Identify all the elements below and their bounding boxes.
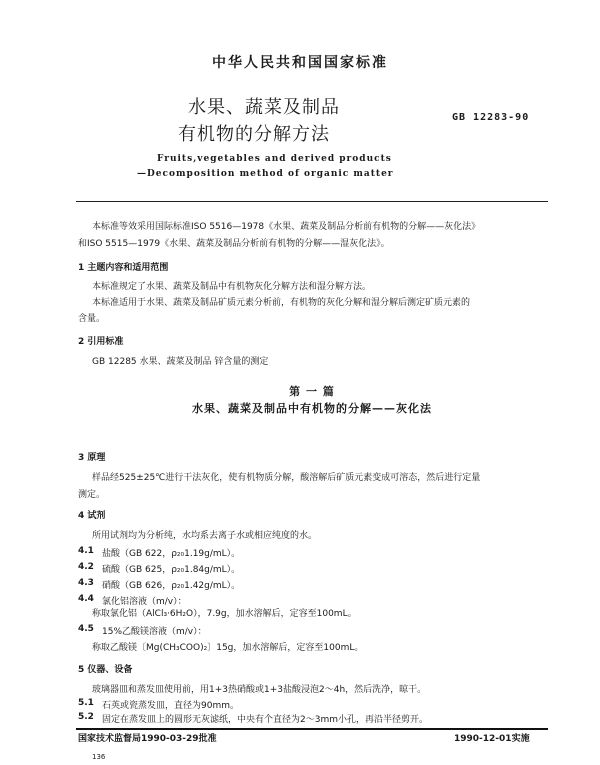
item-4-4-detail: 称取氯化铝（AlCl₃·6H₂O），7.9g，加水溶解后，定容至100mL。 xyxy=(92,609,357,619)
page-number: 136 xyxy=(92,753,106,761)
item-5-1-text: 石英或瓷蒸发皿，直径为90mm。 xyxy=(102,701,239,711)
item-4-2-text: 硫酸（GB 625，ρ₂₀1.84g/mL）。 xyxy=(102,565,241,575)
section-3-line1: 样品经525±25℃进行干法灰化，使有机物质分解，酸溶解后矿质元素变成可溶态，然后进行定量 xyxy=(92,473,481,483)
section-3-line2: 测定。 xyxy=(78,490,106,500)
item-4-5-text: 15%乙酸镁溶液（m/v）： xyxy=(102,627,207,637)
section-1-p1: 本标准规定了水果、蔬菜及制品中有机物灰化分解方法和湿分解方法。 xyxy=(92,282,372,292)
item-5-1-num: 5.1 xyxy=(78,698,94,708)
part-label: 第 一 篇 xyxy=(289,385,335,398)
title-en-line1: Fruits,vegetables and derived products xyxy=(157,154,392,164)
item-4-1-text: 盐酸（GB 622，ρ₂₀1.19g/mL）。 xyxy=(102,549,241,559)
standard-code: GB 12283-90 xyxy=(452,112,530,123)
item-4-3-num: 4.3 xyxy=(78,578,94,588)
item-4-4-text: 氯化铝溶液（m/v）： xyxy=(102,597,187,607)
implementation-date: 1990-12-01实施 xyxy=(454,734,530,744)
item-5-2-text: 固定在蒸发皿上的圆形无灰滤纸，中央有个直径为2～3mm小孔，再沿半径剪开。 xyxy=(102,715,428,725)
section-1-p2-line1: 本标准适用于水果、蔬菜及制品矿质元素分析前，有机物的灰化分解和湿分解后测定矿质元素的 xyxy=(92,298,471,308)
item-4-2-num: 4.2 xyxy=(78,562,94,572)
title-cn-line2: 有机物的分解方法 xyxy=(178,124,330,145)
section-5-intro: 玻璃器皿和蒸发皿使用前，用1+3热硝酸或1+3盐酸浸泡2～4h，然后洗净，晾干。 xyxy=(92,685,427,695)
section-4-heading: 4 试剂 xyxy=(78,511,106,521)
item-4-4-num: 4.4 xyxy=(78,594,94,604)
title-cn-line1: 水果、蔬菜及制品 xyxy=(188,97,340,118)
national-standard-heading: 中华人民共和国国家标准 xyxy=(212,55,388,71)
item-4-5-num: 4.5 xyxy=(78,624,94,634)
intro-line1: 本标准等效采用国际标准ISO 5516—1978《水果、蔬菜及制品分析前有机物的分解——灰化法》 xyxy=(92,222,481,232)
item-5-2-num: 5.2 xyxy=(78,712,94,722)
section-4-intro: 所用试剂均为分析纯，水均系去离子水或相应纯度的水。 xyxy=(92,531,318,541)
section-5-heading: 5 仪器、设备 xyxy=(78,665,133,675)
item-4-5-detail: 称取乙酸镁〔Mg(CH₃COO)₂〕15g，加水溶解后，定容至100mL。 xyxy=(92,643,364,653)
section-1-heading: 1 主题内容和适用范围 xyxy=(78,263,169,273)
section-3-heading: 3 原理 xyxy=(78,453,106,463)
item-4-1-num: 4.1 xyxy=(78,546,94,556)
item-4-3-text: 硝酸（GB 626，ρ₂₀1.42g/mL）。 xyxy=(102,581,241,591)
approval-date: 国家技术监督局1990-03-29批准 xyxy=(78,734,217,744)
section-2-heading: 2 引用标准 xyxy=(78,337,124,347)
header-divider xyxy=(76,201,548,202)
section-1-p2-line2: 含量。 xyxy=(78,314,106,324)
part-title: 水果、蔬菜及制品中有机物的分解——灰化法 xyxy=(192,402,432,415)
intro-line2: 和ISO 5515—1979《水果、蔬菜及制品分析前有机物的分解——湿灰化法》。 xyxy=(78,239,390,249)
footer-divider xyxy=(76,728,548,730)
title-en-line2: —Decomposition method of organic matter xyxy=(137,169,394,179)
section-2-reference: GB 12285 水果、蔬菜及制品 锌含量的测定 xyxy=(92,357,269,367)
